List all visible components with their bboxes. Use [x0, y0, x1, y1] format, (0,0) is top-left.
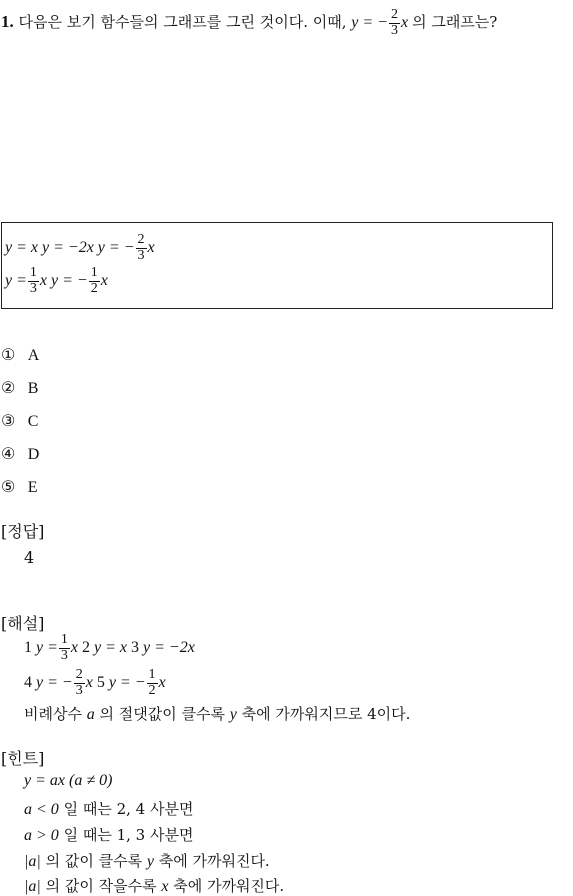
explanation-item-4-numerator: 2	[75, 667, 83, 682]
function-4-fraction	[28, 266, 39, 296]
function-3-numerator: 2	[137, 232, 145, 247]
hint-4-var-y: y	[146, 853, 154, 870]
function-3-var: x	[147, 238, 155, 256]
explanation-item-5-numerator: 1	[148, 667, 156, 682]
target-fraction	[389, 8, 400, 38]
function-3-lhs: y = −	[97, 238, 135, 256]
explanation-heading: [해설]	[1, 614, 45, 633]
function-5-var: x	[100, 271, 108, 289]
hint-4-abs-a: |a|	[24, 853, 41, 870]
explanation-text-a: 비례상수	[24, 705, 82, 723]
explanation-item-3-number: 3	[131, 638, 140, 656]
function-1: y = x	[5, 238, 38, 256]
choice-2-mark: ②	[1, 378, 16, 397]
explanation-item-1-number: 1	[24, 638, 32, 656]
function-3-fraction	[136, 233, 147, 263]
explanation-line-1	[24, 633, 195, 663]
explanation-item-1-var: x	[70, 638, 79, 656]
choice-3-mark: ③	[1, 411, 16, 430]
hint-4-text-b: 의 값이 클수록	[45, 852, 143, 870]
hint-line-1: y = ax (a ≠ 0)	[24, 772, 113, 789]
question-text: 다음은 보기 함수들의 그래프를 그린 것이다. 이때,	[18, 12, 347, 31]
explanation-item-5-denominator: 2	[148, 682, 156, 698]
hint-5-text-d: 축에 가까워진다.	[173, 877, 285, 895]
explanation-text-c: 의 절댓값이 클수록	[99, 705, 225, 723]
function-5-denominator: 2	[90, 280, 98, 296]
choice-4[interactable]	[1, 444, 39, 464]
answer-heading: [정답]	[1, 522, 45, 541]
hint-heading: [힌트]	[1, 749, 45, 768]
choice-3[interactable]	[1, 411, 38, 431]
answer-value: 4	[24, 548, 35, 567]
choice-1-label: A	[27, 347, 40, 364]
functions-row-2	[5, 266, 108, 296]
choice-4-mark: ④	[1, 444, 16, 463]
explanation-var-y: y	[229, 706, 237, 723]
explanation-item-1-denominator: 3	[60, 647, 68, 663]
target-function-var: x	[400, 13, 409, 31]
explanation-item-1-numerator: 1	[60, 632, 68, 647]
function-4	[5, 265, 48, 296]
explanation-item-5-lhs: y = −	[108, 673, 146, 691]
function-3-denominator: 3	[137, 247, 145, 263]
function-5-lhs: y = −	[51, 271, 88, 289]
functions-row-1	[5, 233, 155, 263]
explanation-item-3-function: y = −2x	[143, 638, 195, 656]
explanation-item-1-lhs: y =	[36, 638, 58, 656]
target-fraction-denominator: 3	[390, 22, 398, 38]
question-number: 1.	[1, 11, 14, 31]
explanation-item-2-number: 2	[82, 638, 91, 656]
explanation-item-4-fraction	[74, 668, 85, 698]
function-5	[51, 265, 108, 296]
explanation-text-e: 축에 가까워지므로 4이다.	[241, 705, 411, 723]
hint-5-var-x: x	[161, 878, 169, 895]
hint-line-4	[24, 850, 270, 871]
choice-5[interactable]	[1, 477, 38, 497]
hint-5-text-b: 의 값이 작을수록	[45, 877, 157, 895]
function-5-fraction	[89, 266, 100, 296]
target-fraction-numerator: 2	[390, 7, 398, 22]
explanation-line-3	[24, 703, 410, 724]
explanation-item-5-fraction	[147, 668, 158, 698]
explanation-item-4-denominator: 3	[75, 682, 83, 698]
target-function-lhs: y = −	[351, 13, 388, 31]
explanation-item-4-number: 4	[24, 673, 32, 691]
explanation-item-5-var: x	[158, 673, 166, 691]
hint-5-abs-a: |a|	[24, 878, 41, 895]
function-3	[97, 232, 155, 263]
explanation-var-a: a	[86, 706, 95, 723]
hint-2-condition: a < 0	[24, 801, 59, 818]
explanation-line-2	[24, 668, 166, 698]
explanation-item-1-fraction	[59, 633, 70, 663]
target-function	[351, 7, 412, 38]
choice-1-mark: ①	[1, 345, 16, 364]
hint-line-2	[24, 798, 193, 819]
choice-4-label: D	[27, 446, 40, 463]
question-line	[1, 8, 497, 38]
question-text-end: 의 그래프는?	[412, 12, 498, 31]
hint-3-text: 일 때는 1, 3 사분면	[63, 826, 194, 844]
hint-line-3	[24, 824, 193, 845]
hint-3-condition: a > 0	[24, 827, 59, 844]
function-4-lhs: y =	[5, 271, 27, 289]
function-4-denominator: 3	[29, 280, 37, 296]
choice-5-mark: ⑤	[1, 477, 16, 496]
choice-5-label: E	[27, 479, 38, 496]
choice-3-label: C	[27, 413, 39, 430]
choice-2-label: B	[27, 380, 39, 397]
function-4-numerator: 1	[29, 265, 37, 280]
explanation-item-2-function: y = x	[94, 638, 128, 656]
explanation-item-4-lhs: y = −	[36, 673, 73, 691]
hint-line-5	[24, 875, 284, 896]
function-2: y = −2x	[42, 238, 94, 256]
explanation-item-5-number: 5	[96, 673, 105, 691]
explanation-item-4-var: x	[85, 673, 93, 691]
choice-2[interactable]	[1, 378, 38, 398]
function-5-numerator: 1	[90, 265, 98, 280]
hint-2-text: 일 때는 2, 4 사분면	[63, 800, 194, 818]
function-4-var: x	[39, 271, 48, 289]
choice-1[interactable]	[1, 345, 39, 365]
hint-4-text-d: 축에 가까워진다.	[158, 852, 270, 870]
